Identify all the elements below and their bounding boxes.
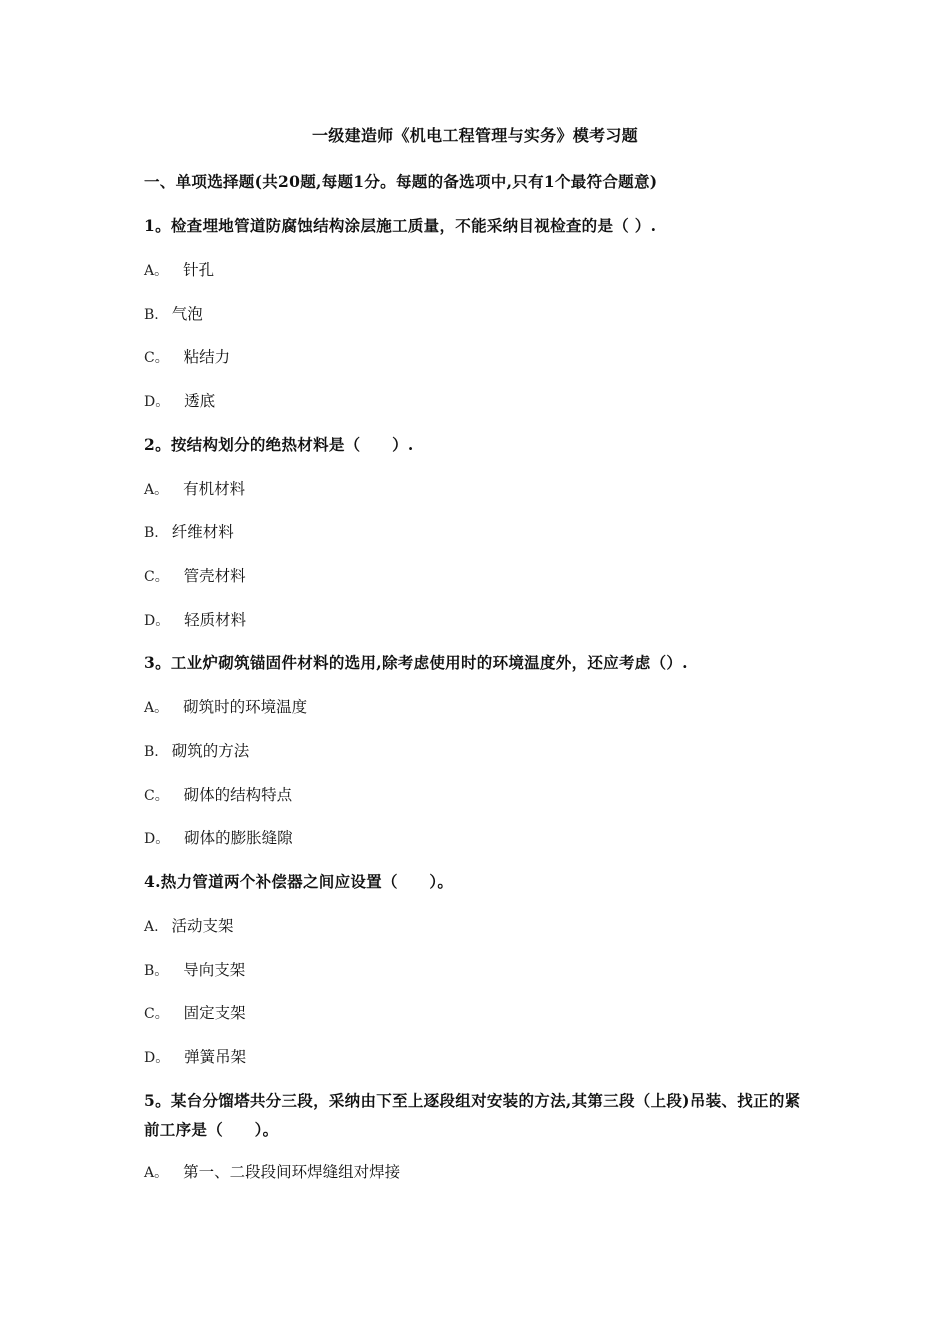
question-1-option-a (144, 258, 824, 283)
option-letter: D。 (144, 394, 170, 410)
option-text: 轻质材料 (184, 611, 247, 629)
option-text: 砌体的膨胀缝隙 (184, 829, 293, 847)
question-3-option-c (144, 783, 824, 808)
option-letter: C。 (144, 350, 169, 366)
question-2-option-d (144, 608, 824, 633)
option-text: 针孔 (183, 261, 215, 279)
option-text: 导向支架 (183, 961, 246, 979)
question-2-option-a (144, 477, 824, 502)
option-letter: D。 (144, 1050, 170, 1066)
question-3-option-b (144, 739, 824, 764)
question-3-stem: 3。工业炉砌筑锚固件材料的选用,除考虑使用时的环境温度外，还应考虑（）. (144, 653, 688, 672)
option-text: 气泡 (171, 305, 203, 323)
question-1-option-b (144, 302, 824, 327)
option-text: 透底 (184, 392, 216, 410)
question-3-option-a (144, 695, 824, 720)
option-text: 有机材料 (183, 480, 246, 498)
option-letter: A。 (144, 700, 169, 716)
option-text: 砌筑时的环境温度 (183, 698, 308, 716)
question-2-option-b (144, 520, 824, 545)
question-3-option-d (144, 826, 824, 851)
option-text: 纤维材料 (171, 523, 234, 541)
option-text: 粘结力 (183, 348, 231, 366)
question-4-option-a (144, 914, 824, 939)
option-text: 弹簧吊架 (184, 1048, 247, 1066)
question-5-option-a (144, 1160, 824, 1185)
question-2-stem: 2。按结构划分的绝热材料是（ ）. (144, 435, 414, 454)
option-letter: D。 (144, 831, 170, 847)
question-2-option-c (144, 564, 824, 589)
question-1-option-c (144, 345, 824, 370)
option-letter: C。 (144, 569, 169, 585)
option-text: 砌筑的方法 (171, 742, 250, 760)
option-text: 管壳材料 (183, 567, 246, 585)
option-text: 砌体的结构特点 (183, 786, 293, 804)
option-letter: B. (144, 525, 159, 541)
question-4-stem: 4.热力管道两个补偿器之间应设置（ ）。 (144, 872, 454, 891)
option-letter: C。 (144, 1006, 169, 1022)
option-letter: B. (144, 307, 159, 323)
option-letter: A。 (144, 482, 169, 498)
question-1-stem: 1。检查埋地管道防腐蚀结构涂层施工质量，不能采纳目视检查的是（ ）. (144, 216, 657, 235)
question-5-stem: 5。某台分馏塔共分三段，采纳由下至上逐段组对安装的方法,其第三段（上段)吊装、找正的紧前工序是（ ）。 (144, 1091, 801, 1139)
option-letter: A。 (144, 263, 169, 279)
option-letter: A。 (144, 1165, 169, 1181)
document-title: 一级建造师《机电工程管理与实务》模考习题 (311, 126, 638, 145)
question-4-option-d (144, 1045, 824, 1070)
option-text: 活动支架 (171, 917, 234, 935)
option-letter: D。 (144, 613, 170, 629)
option-text: 固定支架 (183, 1004, 246, 1022)
option-letter: B. (144, 744, 159, 760)
section-heading: 一、单项选择题(共20题,每题1分。每题的备选项中,只有1个最符合题意) (144, 172, 658, 191)
option-text: 第一、二段段间环焊缝组对焊接 (183, 1163, 401, 1181)
question-4-option-b (144, 958, 824, 983)
option-letter: C。 (144, 788, 169, 804)
question-4-option-c (144, 1001, 824, 1026)
option-letter: A. (144, 919, 159, 935)
question-1-option-d (144, 389, 824, 414)
option-letter: B。 (144, 963, 169, 979)
